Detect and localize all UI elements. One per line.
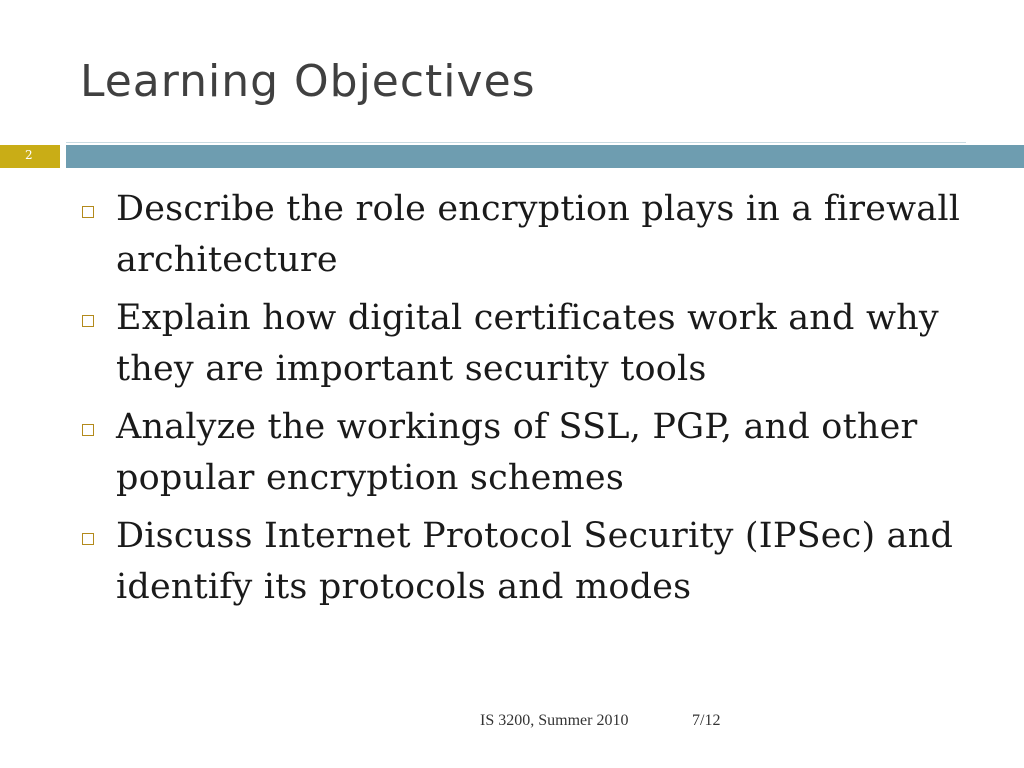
bullet-text: Discuss Internet Protocol Security (IPSec) and identify its protocols and modes	[116, 516, 954, 607]
bullet-text: Describe the role encryption plays in a firewall architecture	[116, 189, 961, 280]
title-divider-line	[66, 142, 966, 143]
slide-title: Learning Objectives	[80, 56, 536, 107]
footer-course: IS 3200, Summer 2010	[480, 712, 629, 729]
list-item	[82, 511, 982, 613]
list-item	[82, 293, 982, 395]
hollow-square-icon	[82, 206, 94, 218]
hollow-square-icon	[82, 533, 94, 545]
hollow-square-icon	[82, 315, 94, 327]
list-item	[82, 402, 982, 504]
header-accent-bar	[66, 145, 1024, 168]
objectives-list	[82, 184, 982, 620]
slide-number-badge: 2	[0, 145, 60, 168]
bullet-text: Explain how digital certificates work and why they are important security tools	[116, 298, 939, 389]
hollow-square-icon	[82, 424, 94, 436]
list-item	[82, 184, 982, 286]
bullet-text: Analyze the workings of SSL, PGP, and other popular encryption schemes	[116, 407, 918, 498]
footer-date: 7/12	[692, 712, 721, 729]
